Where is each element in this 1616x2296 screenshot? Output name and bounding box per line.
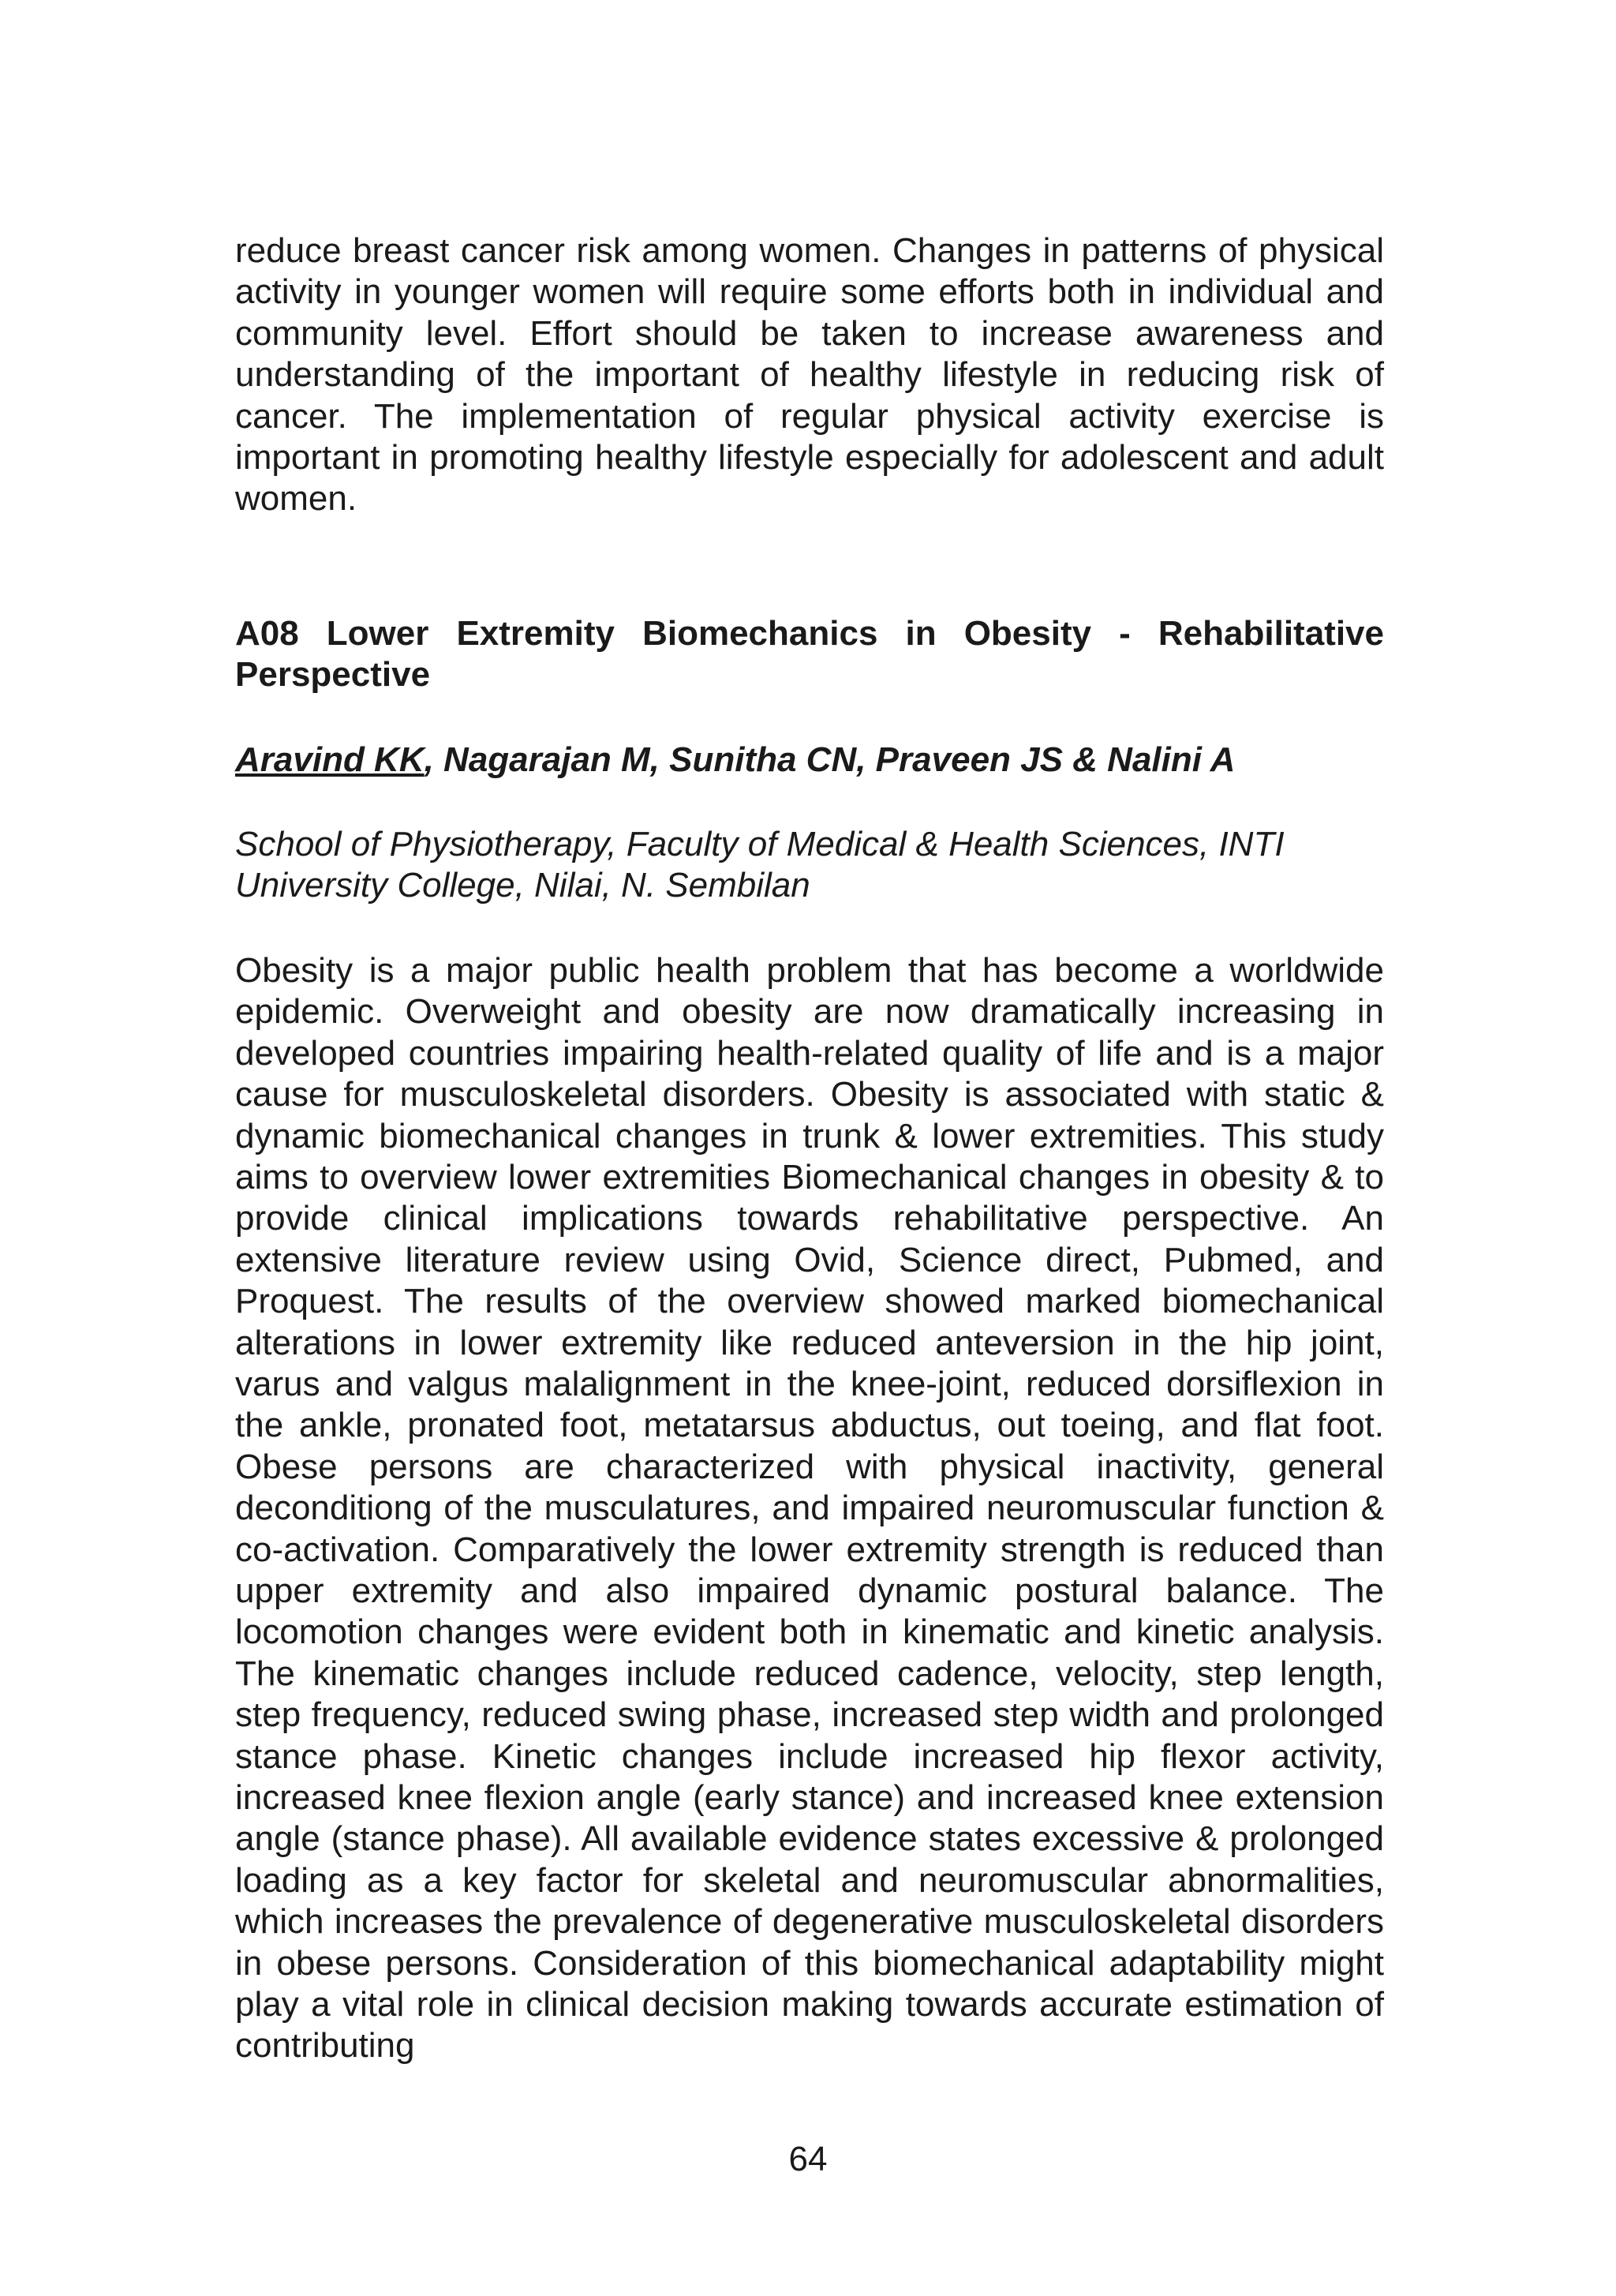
author-list — [235, 740, 1384, 781]
abstract-body: Obesity is a major public health problem that has become a worldwide epidemic. Overweight and obesity are now dramatically increasing in developed countries impairing health-related quality of life and is a major cause for musculoskeletal disorders. Obesity is associated with static & dynamic biomechanical changes in trunk & lower extremities. This study aims to overview lower extremities Biomechanical changes in obesity & to provide clinical implications towards rehabilitative perspective. An extensive literature review using Ovid, Science direct, Pubmed, and Proquest. The results of the overview showed marked biomechanical alterations in lower extremity like reduced anteversion in the hip joint, varus and valgus malalignment in the knee-joint, reduced dorsiflexion in the ankle, pronated foot, metatarsus abductus, out toeing, and flat foot. Obese persons are characterized with physical inactivity, general deconditiong of the musculatures, and impaired neuromuscular function & co-activation. Comparatively the lower extremity strength is reduced than upper extremity and also impaired dynamic postural balance. The locomotion changes were evident both in kinematic and kinetic analysis. The kinematic changes include reduced cadence, velocity, step length, step frequency, reduced swing phase, increased step width and prolonged stance phase. Kinetic changes include increased hip flexor activity, increased knee flexion angle (early stance) and increased knee extension angle (stance phase). All available evidence states excessive & prolonged loading as a key factor for skeletal and neuromuscular abnormalities, which increases the prevalence of degenerative musculoskeletal disorders in obese persons. Consideration of this biomechanical adaptability might play a vital role in clinical decision making towards accurate estimation of contributing — [235, 950, 1384, 2066]
page-number: 64 — [788, 2140, 828, 2178]
continuation-paragraph: reduce breast cancer risk among women. Changes in patterns of physical activity in younger women will require some efforts both in individual and community level. Effort should be taken to increase awareness and understanding of the important of healthy lifestyle in reducing risk of cancer. The implementation of regular physical activity exercise is important in promoting healthy lifestyle especially for adolescent and adult women. — [235, 231, 1384, 519]
page-content — [235, 230, 1384, 2067]
presenting-author: Aravind KK — [235, 740, 425, 779]
co-authors: , Nagarajan M, Sunitha CN, Praveen JS & Nalini A — [424, 740, 1236, 779]
author-affiliation: School of Physiotherapy, Faculty of Medical & Health Sciences, INTI University College, Nilai, N. Sembilan — [235, 825, 1285, 905]
abstract-title: A08 Lower Extremity Biomechanics in Obesity - Rehabilitative Perspective — [235, 613, 1384, 695]
